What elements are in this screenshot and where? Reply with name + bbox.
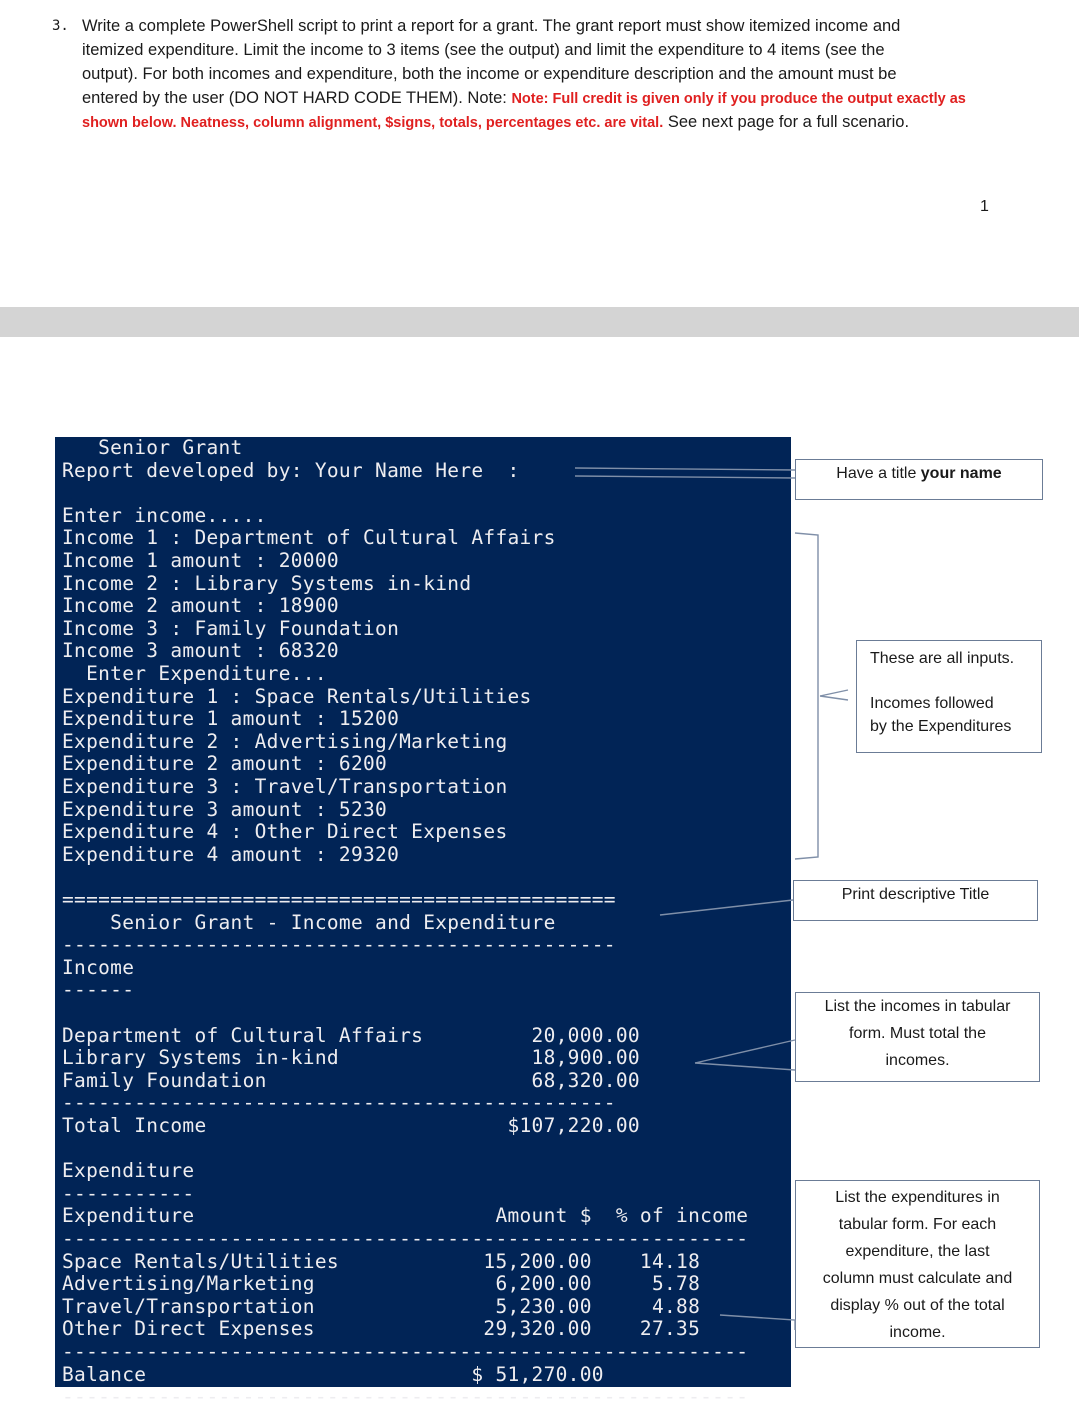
console-line: ============================================== <box>62 888 616 911</box>
console-line: Senior Grant <box>62 436 243 459</box>
console-line: Expenditure 3 amount : 5230 <box>62 797 388 821</box>
descriptive-connector <box>660 900 793 915</box>
question-number: 3. <box>52 18 69 34</box>
console-line: Advertising/Marketing 6,200.00 5.78 <box>62 1272 701 1296</box>
console-line: Family Foundation 68,320.00 <box>62 1068 640 1092</box>
console-line: Library Systems in-kind 18,900.00 <box>62 1046 640 1070</box>
console-line: --------------------------------------------------------- <box>62 1385 749 1409</box>
console-line: Expenditure 1 : Space Rentals/Utilities <box>62 684 532 708</box>
console-line: Balance $ 51,270.00 <box>62 1362 604 1386</box>
console-line: Expenditure 1 amount : 15200 <box>62 707 400 731</box>
callout-exp-line: column must calculate and <box>822 1270 1013 1287</box>
question-line: Write a complete PowerShell script to print a report for a grant. The grant report must show itemized income and <box>82 17 901 35</box>
console-line: Income 2 : Library Systems in-kind <box>62 571 472 595</box>
callout-incomes-line: form. Must total the <box>849 1025 986 1042</box>
console-line: --------------------------------------------------------- <box>62 1340 749 1363</box>
callout-exp-line: expenditure, the last <box>845 1243 990 1260</box>
console-line: Expenditure 4 : Other Direct Expenses <box>62 820 508 844</box>
callout-incomes-line: incomes. <box>885 1052 950 1069</box>
console-line: Income 3 amount : 68320 <box>62 639 339 663</box>
console-line: Other Direct Expenses 29,320.00 27.35 <box>62 1317 701 1341</box>
console-line: Income 1 amount : 20000 <box>62 549 339 572</box>
console-line: Expenditure 4 amount : 29320 <box>62 842 400 866</box>
callout-inputs-line: Incomes followed <box>870 695 994 712</box>
console-line: Expenditure 3 : Travel/Transportation <box>62 775 508 798</box>
callout-incomes-line: List the incomes in tabular <box>824 998 1011 1015</box>
incomes-connector <box>695 1040 795 1070</box>
console-line: Report developed by: Your Name Here : <box>62 458 520 482</box>
question-line: entered by the user (DO NOT HARD CODE THEM). Note: <box>82 89 512 107</box>
console-line: ---------------------------------------------- <box>62 1091 616 1115</box>
callout-exp-line: income. <box>889 1324 946 1341</box>
console-line: Senior Grant - Income and Expenditure <box>62 910 556 934</box>
console-line: ---------------------------------------------- <box>62 933 616 957</box>
console-line: ------ <box>62 978 135 1002</box>
console-line: ----------- <box>62 1181 195 1205</box>
title-connector <box>575 468 795 478</box>
console-line: Enter Expenditure... <box>62 662 327 685</box>
console-line: --------------------------------------------------------- <box>62 1227 749 1250</box>
console-line: Expenditure 2 : Advertising/Marketing <box>62 729 508 753</box>
inputs-bracket <box>795 533 848 859</box>
callout-title-bold: your name <box>920 465 1002 482</box>
console-line: Expenditure Amount $ % of income <box>62 1204 749 1228</box>
question-line: itemized expenditure. Limit the income to 3 items (see the output) and limit the expenditure to 4 items (see the <box>82 41 885 59</box>
console-line: Income <box>62 955 135 979</box>
console-line: Expenditure <box>62 1159 195 1183</box>
console-line: Enter income..... <box>62 503 267 527</box>
callout-inputs-line: These are all inputs. <box>870 650 1015 667</box>
callout-exp-line: display % out of the total <box>830 1297 1005 1314</box>
question-line: output). For both incomes and expenditure, both the income or expenditure description and the amount must be <box>82 65 897 83</box>
callout-title-text: Have a title <box>836 465 921 482</box>
console-line: Department of Cultural Affairs 20,000.00 <box>62 1023 640 1047</box>
expenditures-connector <box>720 1315 795 1330</box>
console-line: Income 1 : Department of Cultural Affairs <box>62 526 556 550</box>
console-line: Income 2 amount : 18900 <box>62 594 339 618</box>
console-line: Expenditure 2 amount : 6200 <box>62 752 388 776</box>
console-line: Total Income $107,220.00 <box>62 1114 640 1137</box>
callout-inputs-line: by the Expenditures <box>870 718 1012 735</box>
console-line: Income 3 : Family Foundation <box>62 616 400 640</box>
callout-exp-line: tabular form. For each <box>838 1216 997 1233</box>
console-line: Space Rentals/Utilities 15,200.00 14.18 <box>62 1249 701 1273</box>
callout-exp-line: List the expenditures in <box>835 1189 1000 1206</box>
page-number: 1 <box>980 198 989 215</box>
console-line: Travel/Transportation 5,230.00 4.88 <box>62 1294 701 1318</box>
note-red-2: shown below. Neatness, column alignment, $signs, totals, percentages etc. are vital. <box>82 115 664 131</box>
note-red-1: Note: Full credit is given only if you produce the output exactly as <box>511 91 966 107</box>
callout-descriptive-text: Print descriptive Title <box>841 886 990 903</box>
question-tail: See next page for a full scenario. <box>663 113 910 131</box>
